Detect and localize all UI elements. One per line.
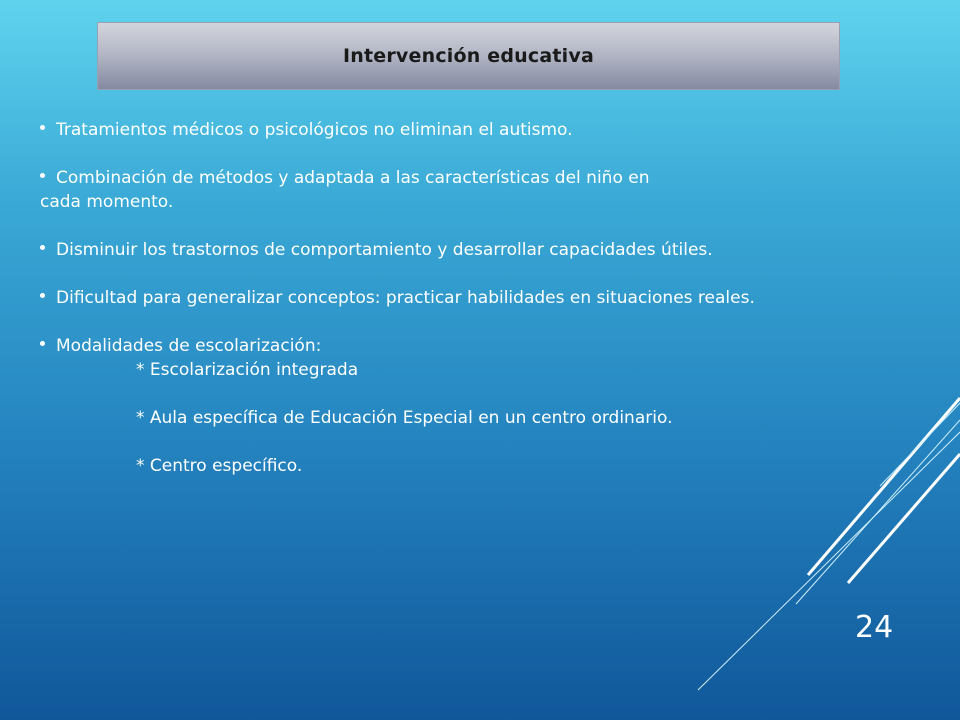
bullet-icon — [40, 125, 45, 130]
bullet-item — [40, 166, 940, 190]
slide-content — [40, 118, 940, 478]
bullet-icon — [40, 341, 45, 346]
bullet-item — [40, 334, 940, 358]
bullet-icon — [40, 245, 45, 250]
bullet-item — [40, 118, 940, 142]
bullet-text: Dificultad para generalizar conceptos: practicar habilidades en situaciones reales. — [56, 288, 755, 308]
bullet-continuation: cada momento. — [40, 192, 174, 212]
bullet-icon — [40, 173, 45, 178]
page-number: 24 — [855, 610, 894, 645]
bullet-text: Modalidades de escolarización: — [56, 336, 322, 356]
bullet-icon — [40, 293, 45, 298]
sub-item: * Aula específica de Educación Especial en un centro ordinario. — [136, 408, 673, 428]
bullet-text: Combinación de métodos y adaptada a las características del niño en — [56, 168, 650, 188]
bullet-text: Disminuir los trastornos de comportamiento y desarrollar capacidades útiles. — [56, 240, 713, 260]
sub-item: * Centro específico. — [136, 456, 303, 476]
slide-title: Intervención educativa — [342, 45, 594, 67]
bullet-item — [40, 238, 940, 262]
bullet-item — [40, 286, 940, 310]
sub-item: * Escolarización integrada — [136, 360, 359, 380]
bullet-text: Tratamientos médicos o psicológicos no eliminan el autismo. — [56, 120, 573, 140]
title-box — [97, 22, 840, 90]
